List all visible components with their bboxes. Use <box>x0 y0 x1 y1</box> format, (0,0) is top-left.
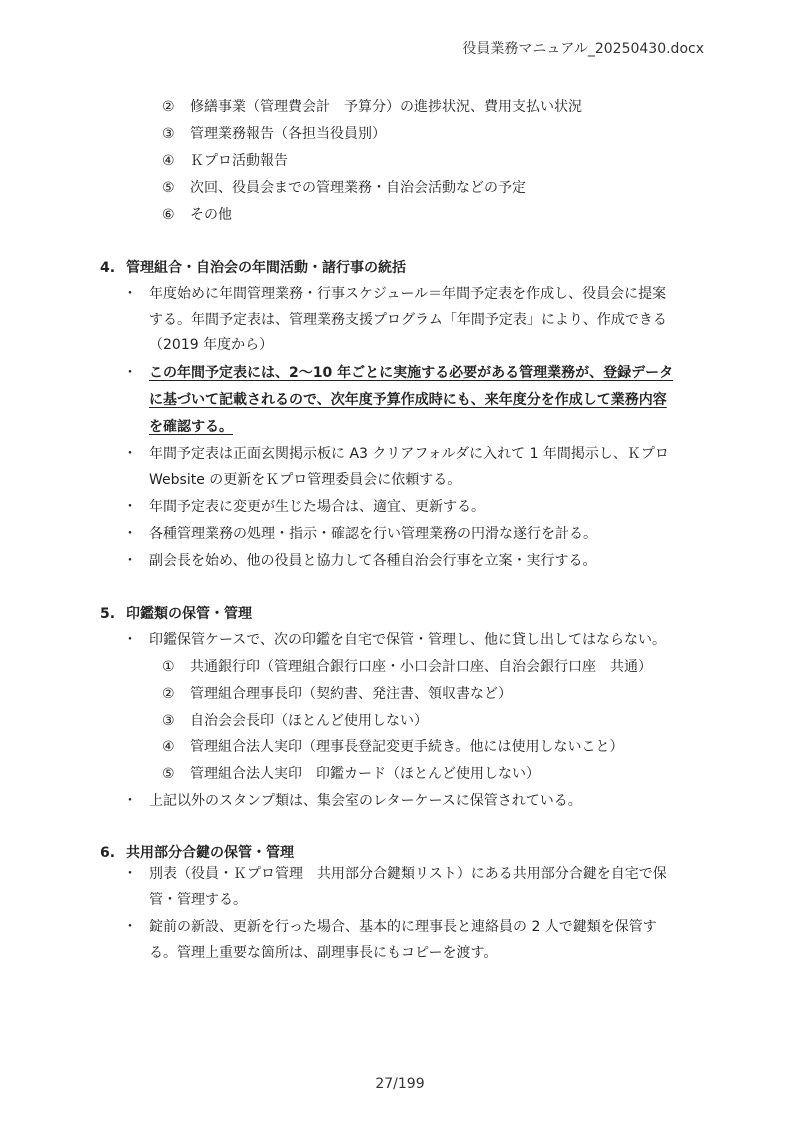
list-marker: ④ <box>162 739 175 755</box>
bullet-text: する。年間予定表は、管理業務支援プログラム「年間予定表」により、作成できる <box>149 312 667 328</box>
list-item-text: 次回、役員会までの管理業務・自治会活動などの予定 <box>190 180 526 196</box>
list-item-text: 自治会会長印（ほとんど使用しない） <box>190 713 428 729</box>
list-marker: ② <box>162 99 175 115</box>
emphasized-text: に基づいて記載されるので、次年度予算作成時にも、来年度分を作成して業務内容 <box>149 392 667 408</box>
list-marker: ① <box>162 659 175 675</box>
bullet-text: （2019 年度から） <box>149 337 274 353</box>
list-marker: ⑥ <box>162 207 175 223</box>
bullet-text: 錠前の新設、更新を行った場合、基本的に理事長と連絡員の 2 人で鍵類を保管す <box>149 919 657 935</box>
bullet-marker: ・ <box>123 526 137 542</box>
list-marker: ⑤ <box>162 180 175 196</box>
list-item-text: 共通銀行印（管理組合銀行口座・小口会計口座、自治会銀行口座 共通） <box>190 659 652 675</box>
emphasized-text: を確認する。 <box>149 419 233 435</box>
bullet-marker: ・ <box>123 632 137 648</box>
section-title: 共用部分合鍵の保管・管理 <box>126 845 294 861</box>
bullet-marker: ・ <box>123 919 137 935</box>
page-number: 27/199 <box>375 1076 425 1092</box>
section-title: 管理組合・自治会の年間活動・諸行事の統括 <box>126 260 406 276</box>
list-item <box>162 97 582 117</box>
bullet-marker: ・ <box>123 866 137 882</box>
list-item-text: 修繕事業（管理費会計 予算分）の進捗状況、費用支払い状況 <box>190 99 582 115</box>
list-marker: ③ <box>162 126 175 142</box>
list-item <box>162 657 652 677</box>
section-number: 4. <box>100 260 116 276</box>
bullet-text: 印鑑保管ケースで、次の印鑑を自宅で保管・管理し、他に貸し出してはならない。 <box>149 632 667 648</box>
bullet-marker: ・ <box>123 365 137 381</box>
bullet-text: 年度始めに年間管理業務・行事スケジュール＝年間予定表を作成し、役員会に提案 <box>149 286 667 302</box>
list-item <box>162 151 288 171</box>
bullet-marker: ・ <box>123 286 137 302</box>
section-title: 印鑑類の保管・管理 <box>126 606 252 622</box>
bullet-marker: ・ <box>123 499 137 515</box>
list-marker: ④ <box>162 153 175 169</box>
list-item <box>162 205 232 225</box>
list-item <box>162 124 386 144</box>
bullet-marker: ・ <box>123 446 137 462</box>
list-item-text: Ｋプロ活動報告 <box>190 153 288 169</box>
list-marker: ③ <box>162 713 175 729</box>
section-number: 5. <box>100 606 116 622</box>
list-item-text: その他 <box>190 207 232 223</box>
bullet-text: Website の更新をＫプロ管理委員会に依頼する。 <box>149 472 462 488</box>
bullet-text: る。管理上重要な箇所は、副理事長にもコピーを渡す。 <box>149 945 498 961</box>
emphasized-text: この年間予定表には、2～10 年ごとに実施する必要がある管理業務が、登録データ <box>149 365 674 381</box>
list-item <box>162 737 623 757</box>
bullet-marker: ・ <box>123 553 137 569</box>
list-item <box>162 684 512 704</box>
section-number: 6. <box>100 845 116 861</box>
header-filename: 役員業務マニュアル_20250430.docx <box>462 41 704 57</box>
bullet-text: 上記以外のスタンプ類は、集会室のレターケースに保管されている。 <box>149 793 582 809</box>
list-item-text: 管理業務報告（各担当役員別） <box>190 126 386 142</box>
bullet-text: 別表（役員・Ｋプロ管理 共用部分合鍵類リスト）にある共用部分合鍵を自宅で保 <box>149 866 667 882</box>
bullet-text: 副会長を始め、他の役員と協力して各種自治会行事を立案・実行する。 <box>149 553 597 569</box>
list-item-text: 管理組合法人実印（理事長登記変更手続き。他には使用しないこと） <box>190 739 624 755</box>
section-heading-4 <box>100 258 406 278</box>
list-marker: ⑤ <box>162 766 175 782</box>
list-item <box>162 178 526 198</box>
section-heading-6 <box>100 843 294 863</box>
bullet-text: 管・管理する。 <box>149 892 247 908</box>
list-marker: ② <box>162 686 175 702</box>
list-item <box>162 764 540 784</box>
bullet-marker: ・ <box>123 793 137 809</box>
list-item-text: 管理組合理事長印（契約書、発注書、領収書など） <box>190 686 512 702</box>
list-item-text: 管理組合法人実印 印鑑カード（ほとんど使用しない） <box>190 766 540 782</box>
bullet-text: 年間予定表は正面玄関掲示板に A3 クリアフォルダに入れて 1 年間掲示し、Ｋプロ <box>149 446 669 462</box>
bullet-text: 年間予定表に変更が生じた場合は、適宜、更新する。 <box>149 499 485 515</box>
list-item <box>162 711 428 731</box>
section-heading-5 <box>100 604 252 624</box>
bullet-text: 各種管理業務の処理・指示・確認を行い管理業務の円滑な遂行を計る。 <box>149 526 597 542</box>
